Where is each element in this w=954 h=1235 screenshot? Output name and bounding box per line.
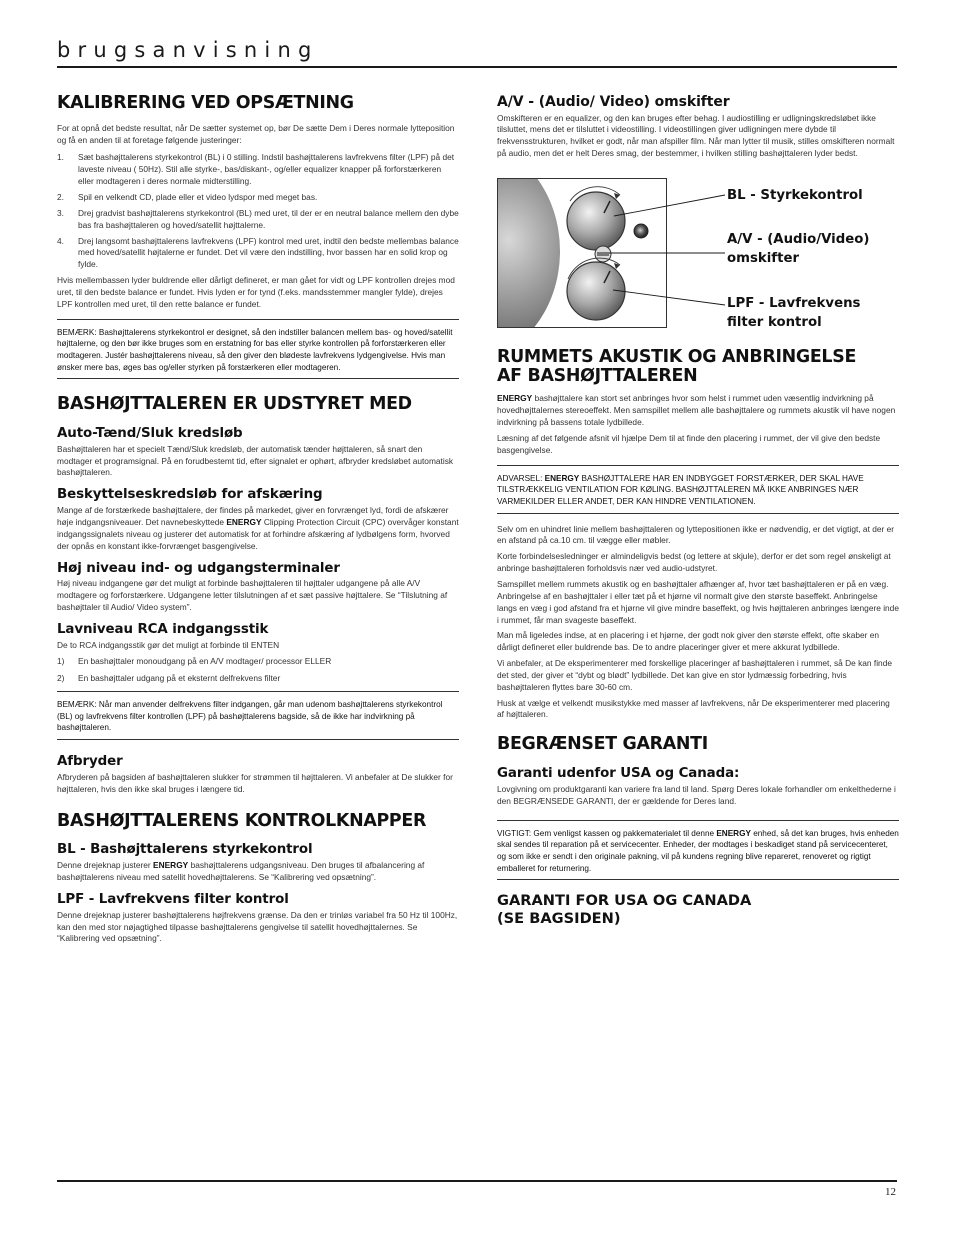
- brand-energy: ENERGY: [226, 516, 262, 527]
- page-number: 12: [885, 1186, 896, 1198]
- auto-text: Bashøjttaleren har et specielt Tænd/Sluk kredsløb, der automatisk tænder højttaleren, så snart den modtager et programsignal. På en forudbestemt tid, efter signalet er ophørt, afbryder kredsløbet automatisk bashøjttaleren.: [57, 443, 454, 478]
- akustik-p2: Læsning af det følgende afsnit vil hjælpe Dem til at finde den placering i rummet, der vil give den bedste basgengivelse.: [497, 433, 881, 455]
- kalibrering-steps: [57, 152, 459, 271]
- kalibrering-note: BEMÆRK: Bashøjttalerens styrkekontrol er designet, så den indstiller balancen mellem bas- og hoved/satellit højttalerne, og den bør ikke bruges som en erstatning for bas eller styrke kontrollen på forforstærkeren eller modtageren. Justér bashøjttalerens niveau, så den giver den blødeste lavfrekvens lydgengivelse. Hvis man ønsker mere bas, øges bas og/eller styrken på forstærkeren eller modtageren.: [57, 319, 459, 380]
- section-title-udstyret: BASHØJTTALEREN ER UDSTYRET MED: [57, 394, 412, 415]
- subhead-lavniveau: Lavniveau RCA indgangsstik: [57, 621, 269, 637]
- list-item: 3. Drej gradvist bashøjttalerens styrkekontrol (BL) med uret, til der er en neutral balance mellem den dybe bas fra bashøjttaleren og hoved/satellit højttalerne.: [57, 207, 459, 230]
- afbryder-text: Afbryderen på bagsiden af bashøjttaleren slukker for strømmen til højttaleren. Vi anbefaler at De slukker for højttaleren, hvis den ikke skal bruges i længere tid.: [57, 771, 453, 794]
- section-title-garanti-usa: GARANTI FOR USA OG CANADA (SE BAGSIDEN): [497, 892, 752, 927]
- subhead-hoj-niveau: Høj niveau ind- og udgangsterminaler: [57, 560, 340, 576]
- akustik-paragraph: Samspillet mellem rummets akustik og en bashøjttaler afhænger af, hvor tæt bashøjttaleren er på en væg. Anbringelse af en bashøjttaler i eller tæt på et hjørne vil normalt give den største baseffekt. Anbringelse langs en væg i god afstand fra et hjørne vil give mindre baseffekt, og hvis højttaleren anbringes længere inde i rummet, får man svageste baseffekt.: [497, 579, 899, 625]
- subhead-afbryder: Afbryder: [57, 754, 123, 770]
- lavniveau-list: [57, 656, 459, 686]
- running-title: brugsanvisning: [57, 38, 319, 62]
- list-item: 1. Sæt bashøjttalerens styrkekontrol (BL) i 0 stilling. Indstil bashøjttalerens lavfrekvens filter (LPF) på det laveste niveau ( 50Hz). Stil alle styrke-, bas/diskant-, og/eller equalizer knapper på forforstærkeren eller modtageren i deres normale midterstilling.: [57, 152, 455, 187]
- lpf-text: Denne drejeknap justerer bashøjttalerens højfrekvens grænse. Da den er trinløs variabel fra 50 Hz til 100Hz, kan den med stor nøjagtighed tilpasse bashøjttalerens gengivelse til satellit hovedhøjttalernes. Se “Kalibrering ved opsætning”.: [57, 909, 458, 944]
- brand-energy: ENERGY: [544, 473, 580, 483]
- akustik-paragraph: Selv om en uhindret linie mellem bashøjttaleren og lyttepositionen ikke er nødvendig, er det vigtigt, at der er en afstand på ca.10 cm. til vægge eller møbler.: [497, 523, 895, 546]
- callout-lpf: LPF - Lavfrekvens filter kontrol: [727, 295, 861, 331]
- av-text: Omskifteren er en equalizer, og den kan bruges efter behag. I audiostilling er udligningskredsløbet ikke tilsluttet, mens det er tilsluttet i videostilling. I videostillingen giver udligningen mere dybde til frekvensstrukturen, hvilket er godt, når man afspiller film. Når man lytter til musik, stilles omskifteren normalt på audio, men det er helt Deres smag, der bestemmer, i hvilken stilling bashøjttaleren lyder bedst.: [497, 112, 895, 159]
- subhead-beskyttelse: Beskyttelseskredsløb for afskæring: [57, 487, 323, 503]
- akustik-paragraph: Korte forbindelsesledninger er almindeligvis bedst (og lettere at skjule), derfor er det som regel ønskeligt at anbringe bashøjttaleren forholdsvis nær ved audio-udstyret.: [497, 551, 891, 574]
- callout-av: A/V - (Audio/Video) omskifter: [727, 231, 870, 267]
- subhead-garanti-udenfor: Garanti udenfor USA og Canada:: [497, 766, 740, 782]
- beskyttelse-text: Mange af de forstærkede bashøjttalere, der findes på markedet, giver en forvrænget lyd, fordi de afskærer høje indgangsniveauer. Det navnebeskyttede ENERGY Clipping Protection Circuit (CPC) overvåger konstant indgangssignalets niveau og justerer det automatisk for at forhindre afskæring af lydbølgens form, hvorved der opnås en konstant ikke-forvrænget basgengivelse.: [57, 505, 459, 551]
- lavniveau-text: De to RCA indgangsstik gør det muligt at forbinde til ENTEN: [57, 639, 280, 650]
- section-title-akustik: RUMMETS AKUSTIK OG ANBRINGELSE AF BASHØJTTALEREN: [497, 346, 857, 386]
- garanti-note: VIGTIGT: Gem venligst kassen og pakkematerialet til denne ENERGY enhed, så det kan bruges, hvis enheden skal sendes til reparation på et servicecenter. Enheder, der modtages i beskadiget stand på servicecenteret, og som ikke er sendt i den originale pakning, vil på kundens regning blive repareret, renoveret og rigtigt emballeret for returnering.: [497, 820, 899, 881]
- brand-energy: ENERGY: [153, 860, 189, 871]
- akustik-paragraph: Man må ligeledes indse, at en placering i et hjørne, der godt nok giver den største effekt, ofte skaber en dårligt defineret eller buldrende bas. De to andre placeringer giver et mere akkurat lydbillede.: [497, 630, 880, 653]
- akustik-intro: ENERGY bashøjttalere kan stort set anbringes hvor som helst i rummet uden væsentlig indvirkning på hovedhøjttalernes stereoeffekt. Men samspillet mellem alle bashøjttalere og rummets akustik vil have nogen indvirkning på bassens totale lydbillede.: [497, 393, 896, 428]
- bl-text: Denne drejeknap justerer ENERGY bashøjttalerens udgangsniveau. Den bruges til afbalancering af bashøjttalerens niveau med satellit hovedhøjttalerens. Se “Kalibrering ved opsætning”.: [57, 860, 425, 883]
- subhead-bl: BL - Bashøjttalerens styrkekontrol: [57, 842, 313, 858]
- left-column: [57, 94, 459, 945]
- garanti-text: Lovgivning om produktgaranti kan variere fra land til land. Spørg Deres lokale forhandler om enkelthederne i den BEGRÆNSEDE GARANTI, der er gældende for Deres land.: [497, 783, 896, 806]
- section-title-garanti: BEGRÆNSET GARANTI: [497, 734, 708, 755]
- subhead-av: A/V - (Audio/ Video) omskifter: [497, 94, 730, 110]
- akustik-warning: ADVARSEL: ENERGY BASHØJTTALERE HAR EN INDBYGGET FORSTÆRKER, DER SKAL HAVE TILSTRÆKKELIG VENTILATION FOR KØLING. BASHØJTTALEREN MÅ IKKE ANBRINGES NÆR VARMEKILDER ELLER ANDET, DER KAN HINDRE VENTILATIONEN.: [497, 465, 899, 514]
- udstyret-note: BEMÆRK: Når man anvender delfrekvens filter indgangen, går man udenom bashøjttalerens styrkekontrol (BL) og lavfrekvens filter kontrollen (LPF) på bashøjttalerens bagside, så de ikke har indvirkning på bashøjttaleren.: [57, 691, 459, 740]
- section-title-kontrol: BASHØJTTALERENS KONTROLKNAPPER: [57, 810, 427, 831]
- brand-energy: ENERGY: [497, 393, 533, 404]
- right-column: [497, 94, 899, 927]
- subhead-lpf: LPF - Lavfrekvens filter kontrol: [57, 891, 289, 907]
- header-rule: [57, 66, 897, 68]
- list-item: 1) En bashøjttaler monoudgang på en A/V modtager/ processor ELLER: [57, 655, 332, 666]
- akustik-paragraph: Vi anbefaler, at De eksperimenterer med forskellige placeringer af bashøjttaleren i rummet, så De kan finde det sted, der giver et “dybt og blødt” lydbillede. Det kan give en stor lydmæssig forbedring, hvis bashøjttaleren flyttes bare 30-60 cm.: [497, 658, 892, 692]
- akustik-paragraph: Husk at vælge et velkendt musikstykke med masser af lavfrekvens, når De eksperimenterer med placering af højttaleren.: [497, 697, 890, 720]
- callout-bl: BL - Styrkekontrol: [727, 187, 863, 203]
- section-title-kalibrering: KALIBRERING VED OPSÆTNING: [57, 93, 354, 113]
- kalibrering-after: Hvis mellembassen lyder buldrende eller dårligt defineret, er man gået for vidt og LPF kontrollen drejes mod uret, til den bedste balance er fundet. Hvis lyden er for tynd (f.eks. mandsstemmer mangler fylde), drejes LPF kontrollen med uret, til den rette balance er fundet.: [57, 275, 455, 309]
- control-panel-figure: [497, 178, 899, 331]
- brand-energy: ENERGY: [716, 828, 751, 838]
- list-item: 4. Drej langsomt bashøjttalerens lavfrekvens (LPF) kontrol med uret, indtil den bedste mellembas balance med hoved/satellit højtalerne er fundet. Det vil være den indstilling, hvor bassen har en solid krop og fylde.: [57, 235, 459, 270]
- list-item: 2) En bashøjttaler udgang på et eksternt delfrekvens filter: [57, 673, 281, 684]
- kalibrering-intro: For at opnå det bedste resultat, når De sætter systemet op, bør De sætte Dem i Deres normale lytteposition og få en anden til at foretage følgende justeringer:: [57, 122, 455, 145]
- list-item: 2. Spil en velkendt CD, plade eller et video lydspor med meget bas.: [57, 192, 318, 203]
- hoj-niveau-text: Høj niveau indgangene gør det muligt at forbinde bashøjttaleren til højttaler udgangene på alle A/V modtagere og forforstærkere. Udgangene letter tilslutningen af et sæt passive højttalere. Se “Tilslutning af bashøjttaler til Audio/ Video system”.: [57, 578, 448, 612]
- footer-rule: [57, 1180, 897, 1182]
- subhead-auto: Auto-Tænd/Sluk kredsløb: [57, 425, 243, 441]
